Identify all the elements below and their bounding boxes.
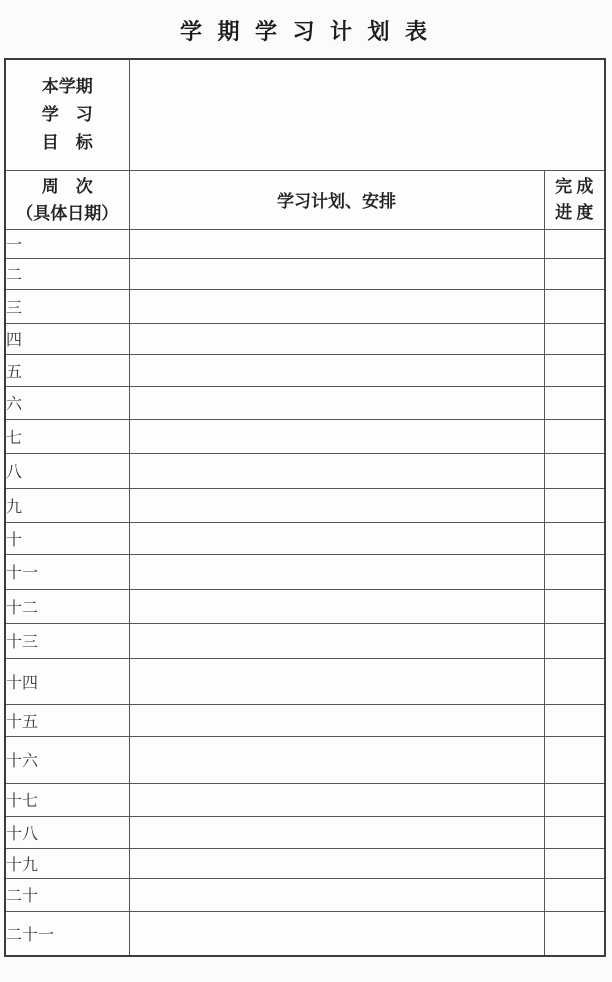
week-cell: 十一 <box>5 554 129 589</box>
week-cell: 一 <box>5 229 129 258</box>
progress-cell <box>544 289 605 323</box>
progress-header-line-2: 进 度 <box>555 202 594 222</box>
week-cell: 三 <box>5 289 129 323</box>
week-header-line-2: （具体日期） <box>16 203 119 223</box>
progress-cell <box>544 783 605 816</box>
plan-cell <box>129 736 544 783</box>
week-cell: 六 <box>5 386 129 419</box>
progress-cell <box>544 453 605 488</box>
table-row <box>5 911 605 956</box>
goal-label-cell <box>5 59 129 170</box>
table-row <box>5 323 605 354</box>
plan-cell <box>129 589 544 623</box>
plan-cell <box>129 783 544 816</box>
plan-table <box>4 58 606 957</box>
table-row <box>5 354 605 386</box>
plan-cell <box>129 816 544 848</box>
table-row <box>5 623 605 658</box>
week-cell: 十二 <box>5 589 129 623</box>
table-row <box>5 229 605 258</box>
week-cell: 七 <box>5 419 129 453</box>
plan-cell <box>129 386 544 419</box>
table-row <box>5 258 605 289</box>
progress-cell <box>544 419 605 453</box>
week-cell: 二 <box>5 258 129 289</box>
table-row <box>5 878 605 911</box>
plan-cell <box>129 258 544 289</box>
plan-cell <box>129 554 544 589</box>
progress-cell <box>544 736 605 783</box>
progress-cell <box>544 878 605 911</box>
table-row <box>5 419 605 453</box>
plan-cell <box>129 323 544 354</box>
page-title: 学 期 学 习 计 划 表 <box>179 19 432 44</box>
week-cell: 十九 <box>5 848 129 878</box>
week-cell: 五 <box>5 354 129 386</box>
week-cell: 二十 <box>5 878 129 911</box>
progress-cell <box>544 386 605 419</box>
plan-cell <box>129 848 544 878</box>
week-cell: 四 <box>5 323 129 354</box>
week-cell: 十六 <box>5 736 129 783</box>
plan-cell <box>129 453 544 488</box>
progress-cell <box>544 229 605 258</box>
table-row <box>5 816 605 848</box>
plan-cell <box>129 229 544 258</box>
table-row <box>5 289 605 323</box>
week-header-cell <box>5 170 129 229</box>
progress-cell <box>544 848 605 878</box>
table-row <box>5 522 605 554</box>
table-row <box>5 386 605 419</box>
plan-cell <box>129 289 544 323</box>
progress-cell <box>544 589 605 623</box>
goal-label-line-3: 目 标 <box>41 132 93 152</box>
progress-cell <box>544 258 605 289</box>
progress-header-cell <box>544 170 605 229</box>
week-cell: 二十一 <box>5 911 129 956</box>
progress-cell <box>544 554 605 589</box>
progress-cell <box>544 816 605 848</box>
week-cell: 九 <box>5 488 129 522</box>
goal-label-line-2: 学 习 <box>41 104 93 124</box>
week-cell: 十三 <box>5 623 129 658</box>
table-row <box>5 488 605 522</box>
plan-header-cell: 学习计划、安排 <box>129 170 544 229</box>
progress-cell <box>544 658 605 704</box>
plan-cell <box>129 623 544 658</box>
week-cell: 十七 <box>5 783 129 816</box>
plan-cell <box>129 354 544 386</box>
table-row <box>5 783 605 816</box>
week-cell: 十五 <box>5 704 129 736</box>
plan-cell <box>129 488 544 522</box>
table-row <box>5 554 605 589</box>
progress-header-line-1: 完 成 <box>555 176 594 196</box>
progress-cell <box>544 623 605 658</box>
week-cell: 十四 <box>5 658 129 704</box>
plan-cell <box>129 878 544 911</box>
progress-cell <box>544 488 605 522</box>
plan-cell <box>129 704 544 736</box>
goal-value-cell <box>129 59 605 170</box>
table-row <box>5 589 605 623</box>
progress-cell <box>544 911 605 956</box>
header-row <box>5 170 605 229</box>
table-row <box>5 848 605 878</box>
table-row <box>5 658 605 704</box>
week-cell: 十八 <box>5 816 129 848</box>
progress-cell <box>544 354 605 386</box>
plan-cell <box>129 658 544 704</box>
progress-cell <box>544 522 605 554</box>
table-row <box>5 736 605 783</box>
week-cell: 八 <box>5 453 129 488</box>
table-row <box>5 704 605 736</box>
progress-cell <box>544 704 605 736</box>
plan-cell <box>129 911 544 956</box>
goal-label-line-1: 本学期 <box>41 76 93 96</box>
week-header-line-1: 周 次 <box>41 176 93 196</box>
week-cell: 十 <box>5 522 129 554</box>
plan-cell <box>129 419 544 453</box>
goal-row <box>5 59 605 170</box>
progress-cell <box>544 323 605 354</box>
plan-cell <box>129 522 544 554</box>
table-row <box>5 453 605 488</box>
